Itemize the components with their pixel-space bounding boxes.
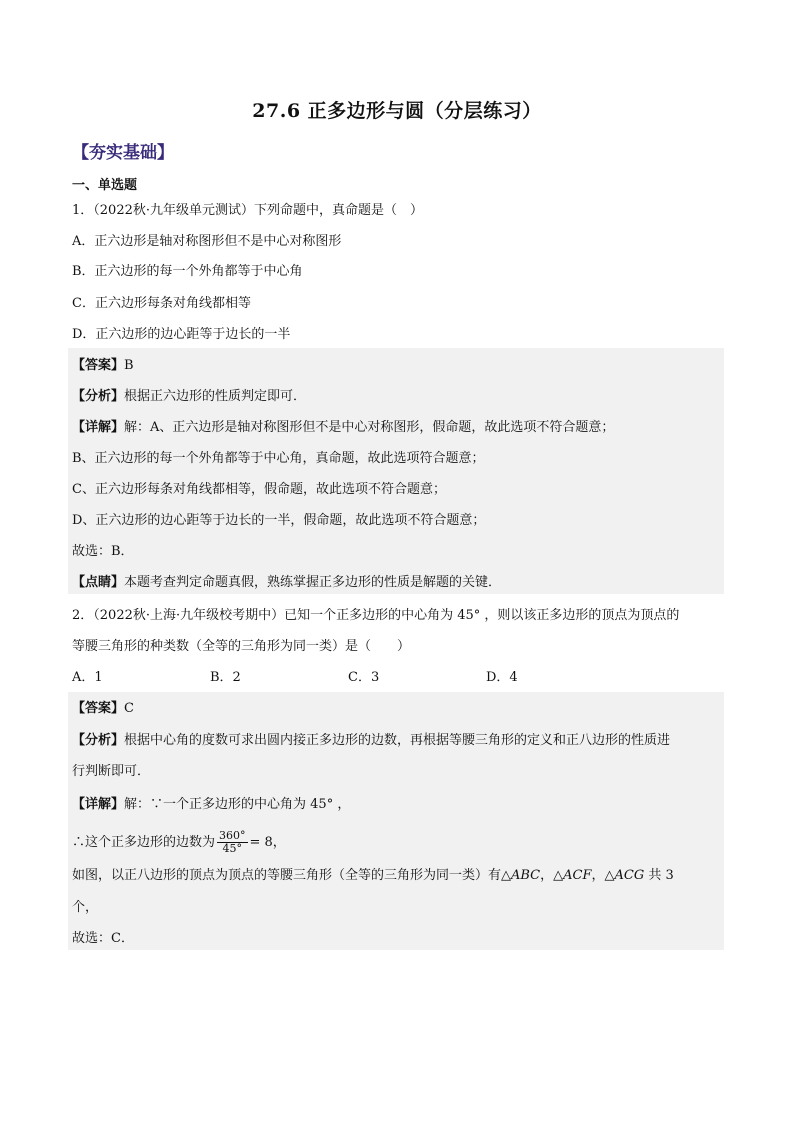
q1-detail-line: B、正六边形的每一个外角都等于中心角，真命题，故此选项符合题意； (72, 451, 485, 466)
analysis-tag: 【分析】 (72, 733, 125, 748)
answer-tag: 【答案】 (72, 358, 125, 373)
q1-solution-box (68, 348, 724, 594)
q2-detail-line2 (72, 830, 286, 855)
q2-answer (72, 699, 134, 719)
q1-detail-line: D、正六边形的边心距等于边长的一半，假命题，故此选项不符合题意； (72, 513, 486, 528)
part-heading: 一、单选题 (72, 178, 138, 193)
detail-tag: 【详解】 (72, 420, 125, 435)
separator: ，△ (540, 868, 564, 883)
q1-option-a: A．正六边形是轴对称图形但不是中心对称图形 (72, 234, 342, 249)
page-title: 27.6 正多边形与圆（分层练习） (252, 100, 542, 122)
triangle-label: ABC (511, 868, 541, 883)
detail-text: 解：A、正六边形是轴对称图形但不是中心对称图形，假命题，故此选项不符合题意； (124, 420, 615, 435)
analysis-text: 根据正六边形的性质判定即可． (124, 389, 307, 404)
q1-option-c: C．正六边形每条对角线都相等 (72, 296, 251, 311)
separator: ，△ (591, 868, 615, 883)
q1-option-d: D．正六边形的边心距等于边长的一半 (72, 327, 291, 342)
analysis-tag: 【分析】 (72, 389, 125, 404)
detail-text: 如图，以正八边形的顶点为顶点的等腰三角形（全等的三角形为同一类）有△ (72, 868, 511, 883)
comment-tag: 【点睛】 (72, 575, 125, 590)
q2-stem-line2: 等腰三角形的种类数（全等的三角形为同一类）是（ ） (72, 639, 411, 654)
q1-option-b: B．正六边形的每一个外角都等于中心角 (72, 264, 303, 279)
answer-value: C (124, 701, 134, 716)
detail-text: ∴这个正多边形的边数为 (72, 835, 216, 850)
q2-detail-line4: 个， (72, 900, 99, 915)
q1-answer (72, 356, 134, 376)
detail-text: = 8， (249, 835, 286, 850)
fraction-numerator: 360° (219, 829, 246, 842)
q1-detail-line: 故选：B． (72, 544, 134, 559)
q1-analysis (72, 387, 306, 407)
q2-option-a: A．1 (72, 670, 103, 685)
triangle-label: ACF (563, 868, 592, 883)
q2-detail-line3 (72, 866, 674, 886)
detail-text: 解：∵一个正多边形的中心角为 45° ， (124, 797, 351, 812)
q2-option-b: B．2 (210, 670, 241, 685)
q2-option-d: D．4 (486, 670, 518, 685)
fraction-denominator: 45° (222, 842, 243, 855)
answer-tag: 【答案】 (72, 701, 125, 716)
q2-option-c: C．3 (348, 670, 380, 685)
q1-stem: 1．（2022秋·九年级单元测试）下列命题中，真命题是（ ） (72, 203, 423, 218)
triangle-label: ACG (614, 868, 645, 883)
comment-text: 本题考查判定命题真假，熟练掌握正多边形的性质是解题的关键． (124, 575, 502, 590)
q2-detail-line5: 故选：C． (72, 931, 134, 946)
q2-analysis-line2: 行判断即可． (72, 764, 151, 779)
q2-stem-line1: 2．（2022秋·上海·九年级校考期中）已知一个正多边形的中心角为 45° ，则以该正多边形的顶点为顶点的 (72, 608, 680, 623)
detail-tag: 【详解】 (72, 797, 125, 812)
fraction (217, 830, 248, 855)
q1-comment (72, 573, 501, 593)
q1-detail-line: C、正六边形每条对角线都相等，假命题，故此选项不符合题意； (72, 482, 446, 497)
q2-analysis (72, 731, 670, 751)
answer-value: B (124, 358, 134, 373)
analysis-text: 根据中心角的度数可求出圆内接正多边形的边数，再根据等腰三角形的定义和正八边形的性质进 (124, 733, 671, 748)
section-heading: 【夯实基础】 (72, 143, 174, 163)
detail-text: 共 3 (644, 868, 674, 883)
q2-detail (72, 795, 350, 815)
q1-detail (72, 418, 614, 438)
